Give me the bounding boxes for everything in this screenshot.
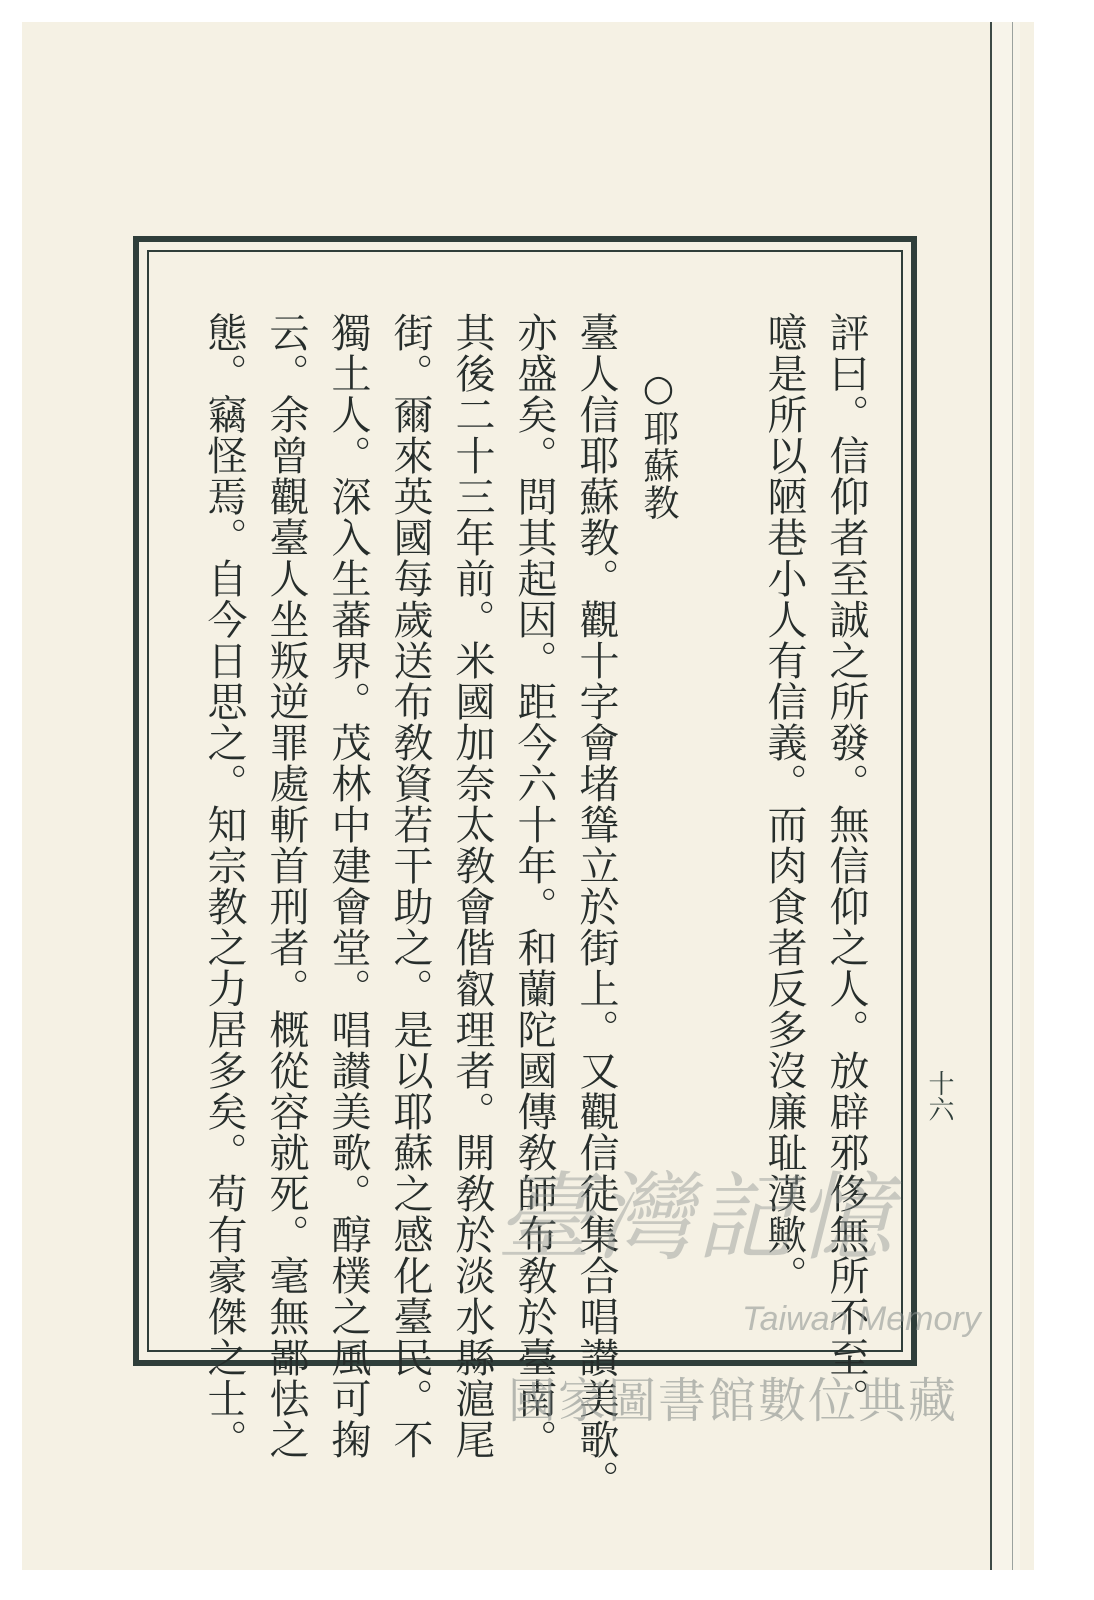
text-column-1: 評曰。信仰者至誠之所發。無信仰之人。放辟邪侈無所不至。 (823, 312, 869, 1419)
text-column-5: 其後二十三年前。米國加奈太敎會偕叡理者。開敎於淡水縣滬尾 (449, 312, 495, 1460)
page-edge-line (1012, 22, 1013, 1570)
section-heading: ○耶蘇教 (638, 368, 679, 521)
page-binding-edge (990, 22, 1020, 1570)
watermark-library: 國家圖書館數位典藏 (508, 1375, 959, 1428)
text-column-4: 亦盛矣。問其起因。距今六十年。和蘭陀國傳敎師布敎於臺南。 (511, 312, 557, 1460)
text-column-8: 云。余曾觀臺人坐叛逆罪處斬首刑者。概從容就死。毫無鄙怯之 (263, 312, 309, 1460)
page-number: 十六 (924, 1070, 954, 1122)
text-column-2: 噫是所以陋巷小人有信義。而肉食者反多沒廉耻漢歟。 (761, 312, 807, 1296)
text-column-3: 臺人信耶蘇教。觀十字會堵聳立於街上。又觀信徒集合唱讃美歌。 (573, 312, 619, 1501)
text-column-9: 態。竊怪焉。自今日思之。知宗教之力居多矣。苟有豪傑之士。 (201, 312, 247, 1460)
text-column-6: 街。爾來英國每歲送布敎資若干助之。是以耶蘇之感化臺民。不 (387, 312, 433, 1460)
text-column-7: 獨土人。深入生蕃界。茂林中建會堂。唱讃美歌。醇樸之風可掬 (325, 312, 371, 1460)
watermark-logo: 臺灣記憶 (496, 1162, 896, 1274)
watermark-english: Taiwan Memory (742, 1300, 981, 1338)
